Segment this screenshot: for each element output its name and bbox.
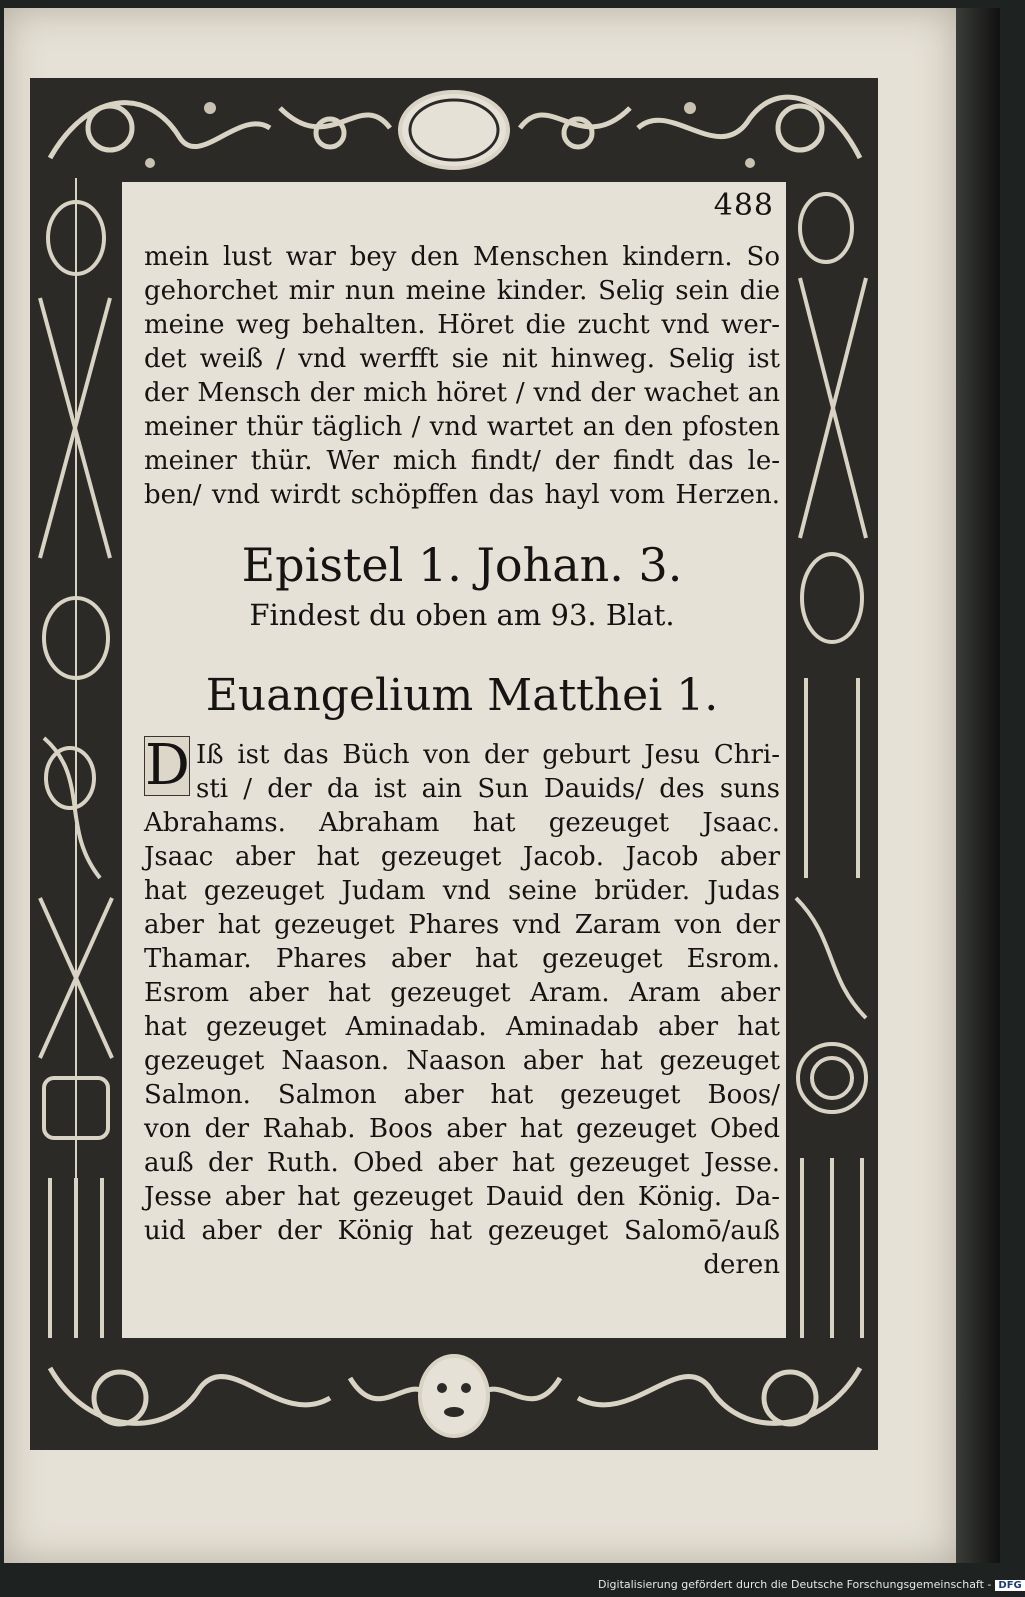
text-line: Iß ist das Büch von der geburt Jesu Chri- bbox=[196, 740, 780, 770]
text-line: meine weg behalten. Höret die zucht vnd wer- bbox=[144, 310, 780, 340]
text-line: auß der Ruth. Obed aber hat gezeuget Jesse. bbox=[144, 1148, 780, 1178]
text-line: der Mensch der mich höret / vnd der wachet an bbox=[144, 378, 780, 408]
text-line: ben/ vnd wirdt schöpffen das hayl vom Herzen. bbox=[144, 480, 780, 510]
text-line: Thamar. Phares aber hat gezeuget Esrom. bbox=[144, 944, 780, 974]
text-line: det weiß / vnd werfft sie nit hinweg. Selig ist bbox=[144, 344, 780, 374]
text-line: mein lust war bey den Menschen kindern. So bbox=[144, 242, 780, 272]
credit-text: Digitalisierung gefördert durch die Deutsche Forschungsgemeinschaft - bbox=[598, 1578, 992, 1591]
text-line: Salmon. Salmon aber hat gezeuget Boos/ bbox=[144, 1080, 780, 1110]
epistle-heading: Epistel 1. Johan. 3. bbox=[241, 538, 683, 592]
text-line: gehorchet mir nun meine kinder. Selig sein die bbox=[144, 276, 780, 306]
text-block bbox=[144, 188, 780, 1328]
text-line: hat gezeuget Judam vnd seine brüder. Judas bbox=[144, 876, 780, 906]
decorated-initial: D bbox=[145, 733, 190, 798]
text-line: uid aber der König hat gezeuget Salomō/auß bbox=[144, 1216, 780, 1246]
text-line: Jsaac aber hat gezeuget Jacob. Jacob aber bbox=[144, 842, 780, 872]
woodcut-border-right bbox=[786, 178, 878, 1342]
text-line: Jesse aber hat gezeuget Dauid den König. Da- bbox=[144, 1182, 780, 1212]
woodcut-border-bottom bbox=[30, 1338, 878, 1450]
digitization-credit bbox=[598, 1578, 1025, 1596]
folio-number: 488 bbox=[713, 188, 774, 223]
page-edge-shadow bbox=[956, 8, 1000, 1563]
dfg-logo[interactable]: DFG bbox=[995, 1580, 1024, 1591]
woodcut-border-top bbox=[30, 78, 878, 182]
epistle-reference: Findest du oben am 93. Blat. bbox=[249, 598, 675, 632]
woodcut-border-left bbox=[30, 178, 122, 1342]
catchword: deren bbox=[703, 1250, 780, 1280]
text-line: hat gezeuget Aminadab. Aminadab aber hat bbox=[144, 1012, 780, 1042]
text-line: Abrahams. Abraham hat gezeuget Jsaac. bbox=[144, 808, 780, 838]
text-line: Esrom aber hat gezeuget Aram. Aram aber bbox=[144, 978, 780, 1008]
text-line: gezeuget Naason. Naason aber hat gezeuget bbox=[144, 1046, 780, 1076]
text-line: meiner thür. Wer mich findt/ der findt das le- bbox=[144, 446, 780, 476]
gospel-heading: Euangelium Matthei 1. bbox=[205, 670, 719, 721]
text-line: aber hat gezeuget Phares vnd Zaram von der bbox=[144, 910, 780, 940]
text-line: von der Rahab. Boos aber hat gezeuget Obed bbox=[144, 1114, 780, 1144]
text-line: sti / der da ist ain Sun Dauids/ des suns bbox=[196, 774, 780, 804]
text-line: meiner thür täglich / vnd wartet an den pfosten bbox=[144, 412, 780, 442]
